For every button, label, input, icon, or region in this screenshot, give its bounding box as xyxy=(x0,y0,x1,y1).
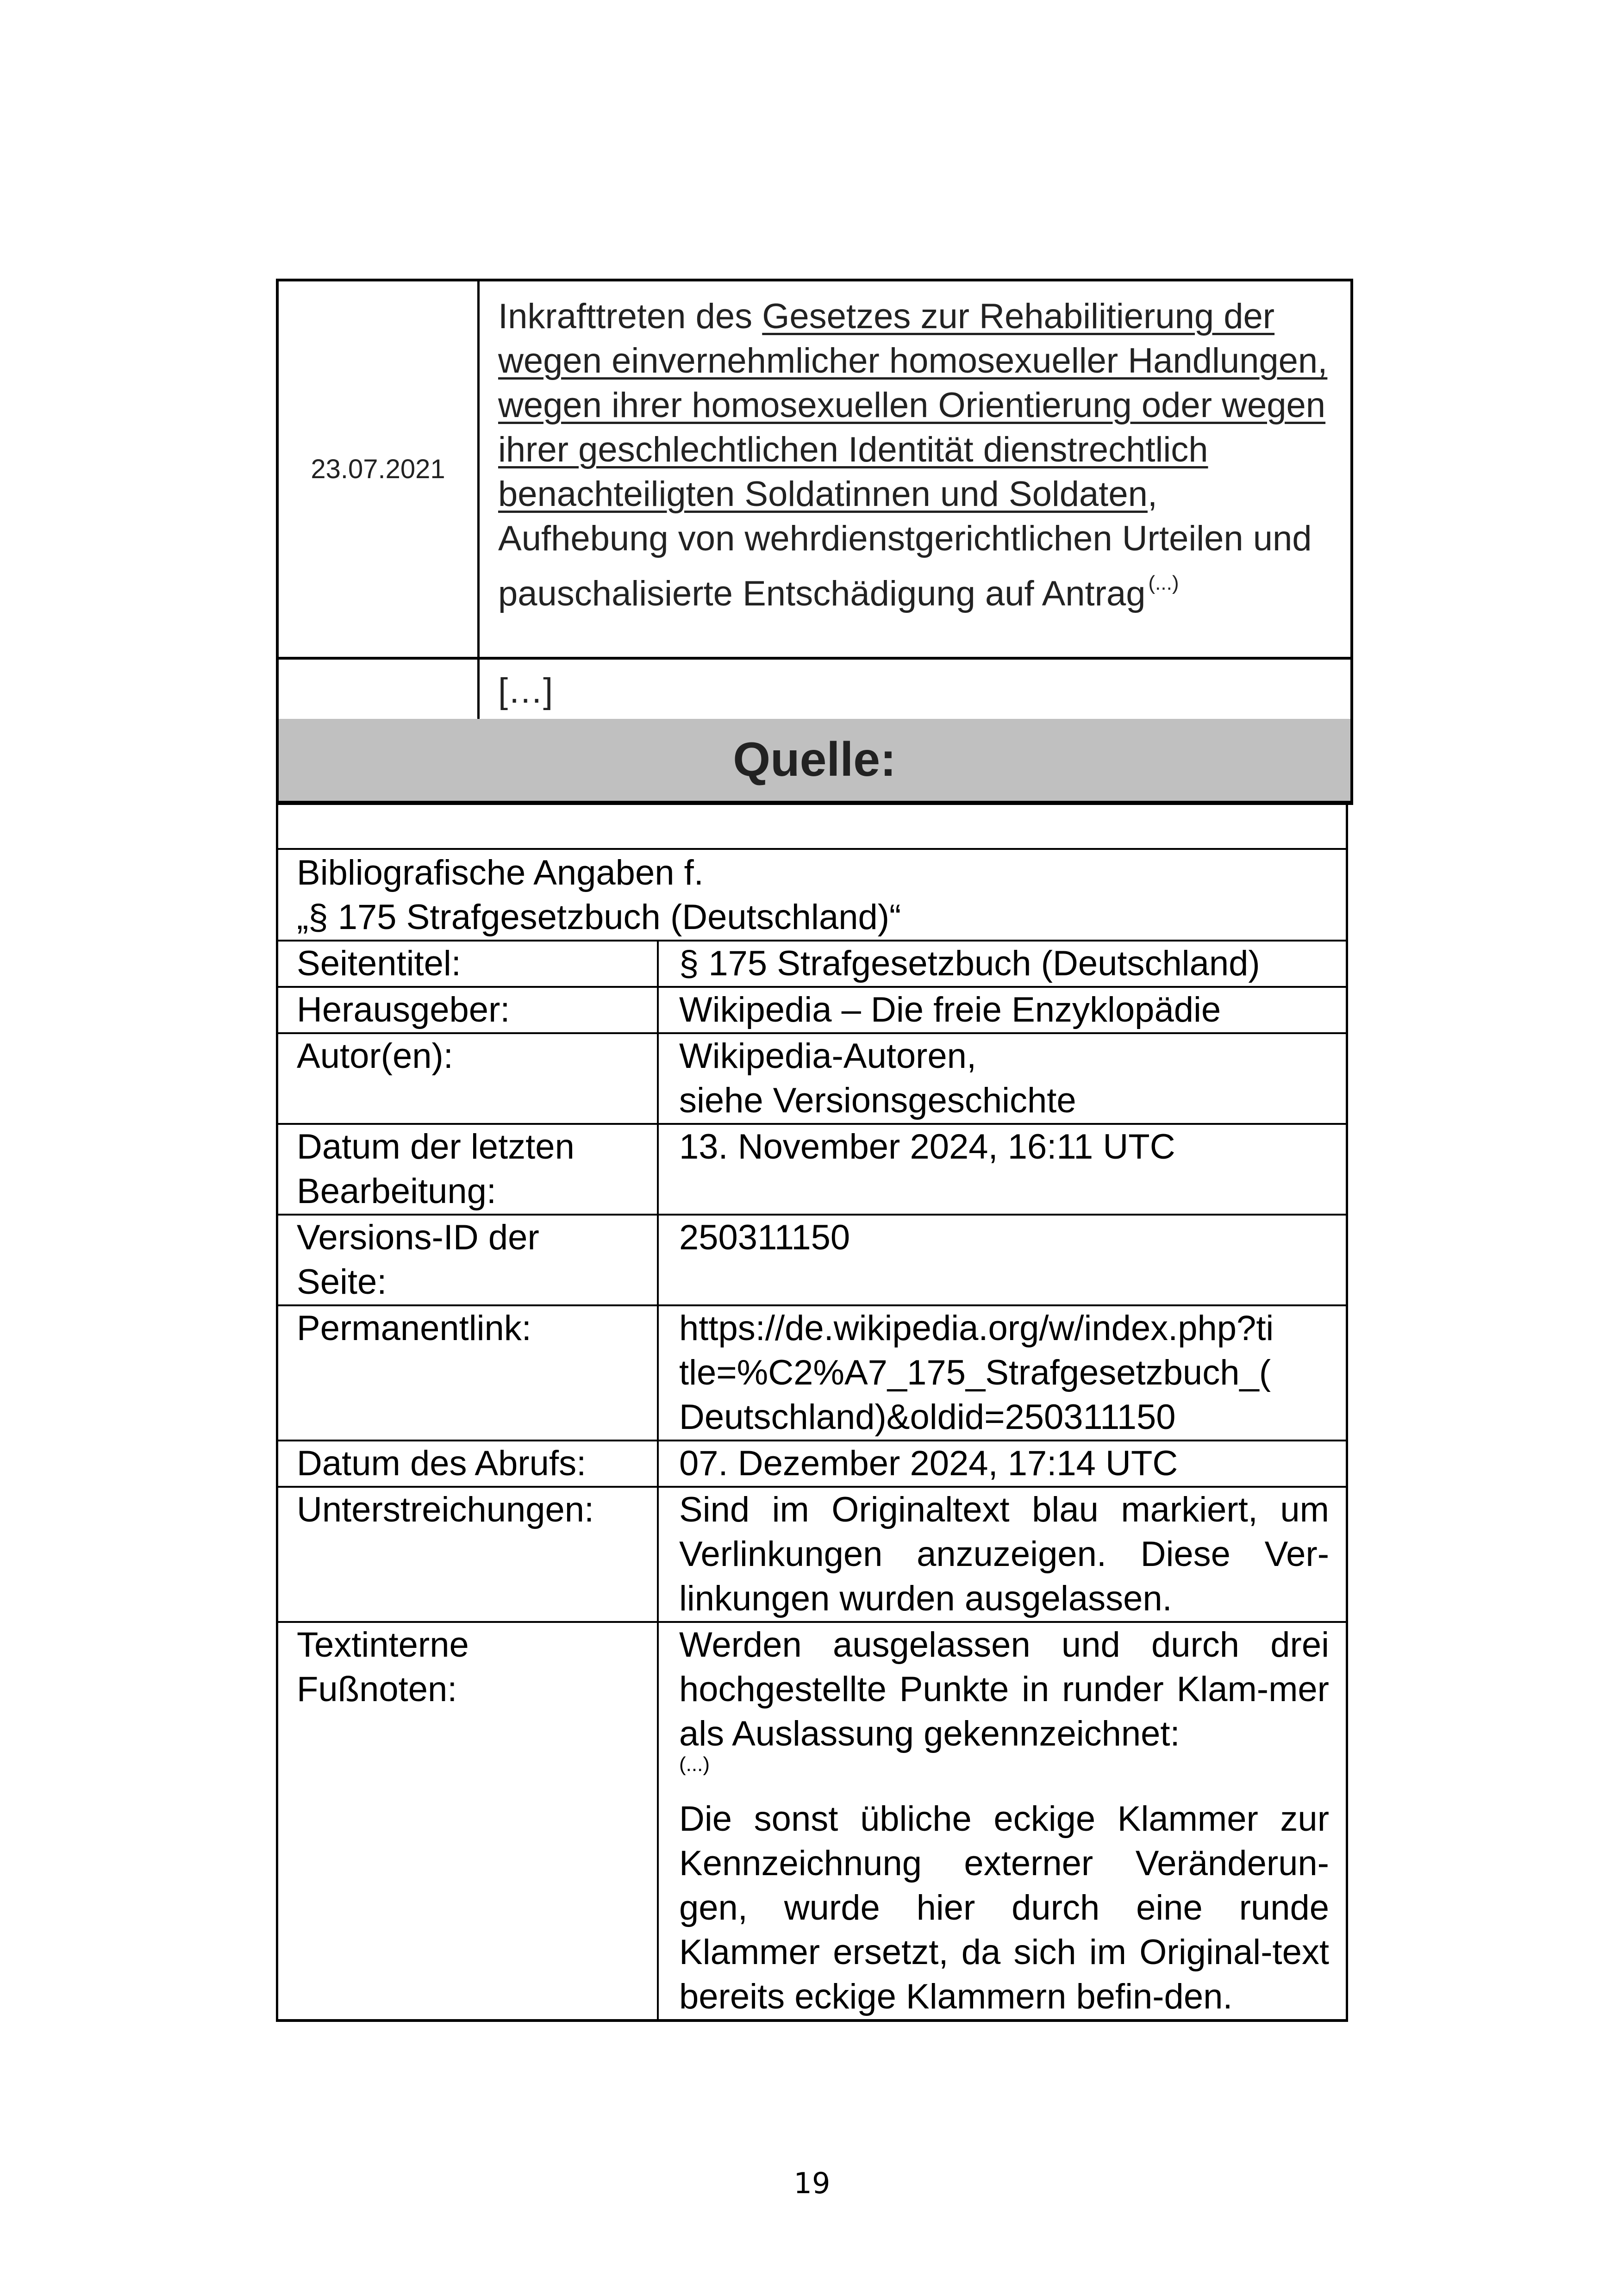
footnote-marker: (...) xyxy=(1148,572,1179,594)
table-row xyxy=(278,1306,1346,1441)
row-value: Die sonst übliche eckige Klammer zur Kennzeichnung externer Veränderun-gen, wurde hier durch eine runde Klammer ersetzt, da sich im Original-text bereits eckige Klammern befin-den. xyxy=(679,1799,1329,2016)
row-value: Sind im Originaltext blau markiert, um Verlinkungen anzuzeigen. Diese Ver-linkungen wurden ausgelassen. xyxy=(679,1490,1329,1618)
table-row xyxy=(278,1623,1346,2019)
table-row xyxy=(278,1216,1346,1306)
row-key: Versions-ID der xyxy=(297,1218,539,1257)
chronology-event-text: Inkrafttreten des Gesetzes zur Rehabilitierung der wegen einvernehmlicher homosexueller Handlungen, wegen ihrer homosexuellen Orientierung oder wegen ihrer geschlechtlichen Identität dienstrechtlich benachteiligten Soldatinnen und Soldaten, Aufhebung von wehrdienstgerichtlichen Urteilen und pauschalisierte Entschädigung auf Antrag (...) xyxy=(498,297,1328,613)
row-key: Textinterne xyxy=(297,1625,469,1665)
row-key: Datum der letzten xyxy=(297,1127,575,1166)
row-key: Fußnoten: xyxy=(297,1670,457,1709)
row-key: Datum des Abrufs: xyxy=(278,1441,659,1486)
row-value: Werden ausgelassen und durch drei hochgestellte Punkte in runder Klam-mer als Auslassung gekennzeichnet: xyxy=(679,1625,1329,1753)
table-row xyxy=(278,942,1346,988)
source-heading: Quelle: xyxy=(733,733,896,786)
ellipsis-text: […] xyxy=(498,671,553,711)
source-table xyxy=(276,805,1348,2022)
page-number: 19 xyxy=(793,2166,831,2200)
row-key: Seitentitel: xyxy=(278,942,659,986)
row-value: Wikipedia-Autoren, xyxy=(679,1036,977,1076)
biblio-title-row xyxy=(278,850,1346,942)
chronology-row xyxy=(279,660,1350,727)
row-value: § 175 Strafgesetzbuch (Deutschland) xyxy=(679,944,1260,983)
chronology-table xyxy=(276,279,1353,727)
row-value: 13. November 2024, 16:11 UTC xyxy=(679,1127,1175,1166)
biblio-title-line: „§ 175 Strafgesetzbuch (Deutschland)“ xyxy=(297,898,901,937)
table-row xyxy=(278,1441,1346,1488)
empty-row xyxy=(278,805,1346,850)
table-row xyxy=(278,988,1346,1034)
row-key: Autor(en): xyxy=(278,1034,659,1123)
chronology-date: 23.07.2021 xyxy=(279,281,480,657)
row-value: 250311150 xyxy=(679,1218,850,1257)
table-row xyxy=(278,1488,1346,1623)
row-key: Seite: xyxy=(297,1262,387,1302)
row-value: 07. Dezember 2024, 17:14 UTC xyxy=(679,1444,1178,1483)
table-row xyxy=(278,1125,1346,1216)
permanent-link[interactable]: https://de.wikipedia.org/w/index.php?ti tle=%C2%A7_175_Strafgesetzbuch_( Deutschland)&oldid=250311150 xyxy=(679,1309,1274,1437)
chronology-row xyxy=(279,281,1350,660)
table-row xyxy=(278,1034,1346,1125)
row-key: Unterstreichungen: xyxy=(278,1488,659,1621)
row-key: Herausgeber: xyxy=(278,988,659,1032)
law-title-link: Gesetzes zur Rehabilitierung der wegen einvernehmlicher homosexueller Handlungen, wegen ihrer homosexuellen Orientierung oder wegen ihrer geschlechtlichen Identität dienstrechtlich benachteiligten Soldatinnen und Soldaten xyxy=(498,297,1328,514)
chronology-date xyxy=(279,660,480,724)
row-key: Permanentlink: xyxy=(278,1306,659,1440)
footnote-marker: (...) xyxy=(679,1753,710,1776)
source-heading-band xyxy=(276,719,1353,805)
row-key: Bearbeitung: xyxy=(297,1172,496,1211)
row-value: Wikipedia – Die freie Enzyklopädie xyxy=(679,990,1221,1029)
biblio-title-line: Bibliografische Angaben f. xyxy=(297,853,704,892)
row-value: siehe Versionsgeschichte xyxy=(679,1081,1076,1120)
